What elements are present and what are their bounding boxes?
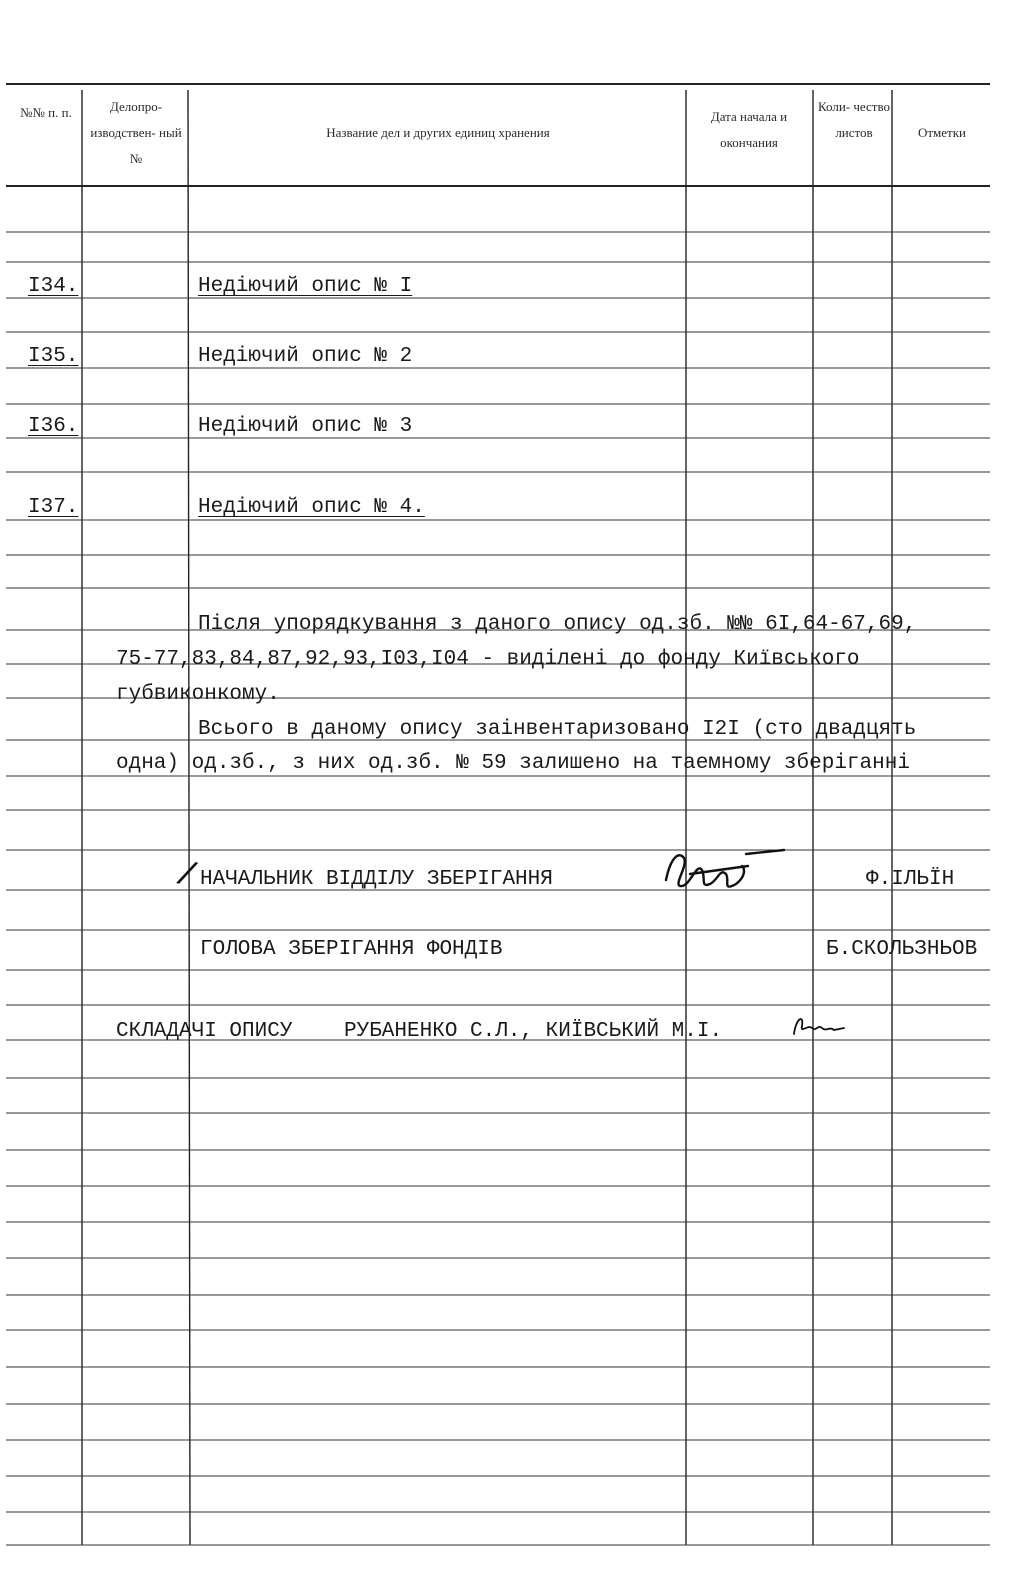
row-number: I36. xyxy=(28,415,79,438)
row-number: I37. xyxy=(28,496,79,519)
header-col-notes: Отметки xyxy=(917,125,967,140)
header-col-sheets: Коли- чество листов xyxy=(818,99,891,140)
signatory-name: Б.СКОЛЬЗНЬОВ xyxy=(826,938,978,961)
compilers-names: РУБАНЕНКО С.Л., КИЇВСЬКИЙ М.I. xyxy=(344,1020,723,1043)
handwritten-initials-icon xyxy=(788,1006,848,1046)
handwritten-slash-mark: / xyxy=(171,856,201,898)
note-line: губвиконкому. xyxy=(116,683,280,706)
row-number: I35. xyxy=(28,345,79,368)
header-col-title: Название дел и других единиц хранения xyxy=(326,125,550,140)
note-line: Після упорядкування з даного опису од.зб. №№ 6I,64-67,69, xyxy=(198,613,917,636)
row-title: Недіючий опис № I xyxy=(198,275,413,298)
header-col-office-number: Делопро- изводствен- ный № xyxy=(90,99,182,166)
row-number: I34. xyxy=(28,275,79,298)
row-title: Недіючий опис № 2 xyxy=(198,345,413,368)
note-line: Всього в даному опису заінвентаризовано I2I (сто двадцять xyxy=(198,718,917,741)
row-title: Недіючий опис № 3 xyxy=(198,415,413,438)
compilers-label: СКЛАДАЧІ ОПИСУ xyxy=(116,1020,293,1043)
header-col-dates: Дата начала и окончания xyxy=(710,109,788,150)
signatory-role: НАЧАЛЬНИК ВІДДІЛУ ЗБЕРІГАННЯ xyxy=(200,868,553,891)
handwritten-signature-icon xyxy=(656,840,786,900)
header-col-number: №№ п. п. xyxy=(20,105,72,120)
note-line: 75-77,83,84,87,92,93,I03,I04 - виділені до фонду Київського xyxy=(116,648,860,671)
signatory-name: Ф.ІЛЬЇН xyxy=(866,868,955,891)
signatory-role: ГОЛОВА ЗБЕРІГАННЯ ФОНДІВ xyxy=(200,938,503,961)
note-line: одна) од.зб., з них од.зб. № 59 залишено на таемному зберіганні xyxy=(116,752,910,775)
row-title: Недіючий опис № 4. xyxy=(198,496,425,519)
